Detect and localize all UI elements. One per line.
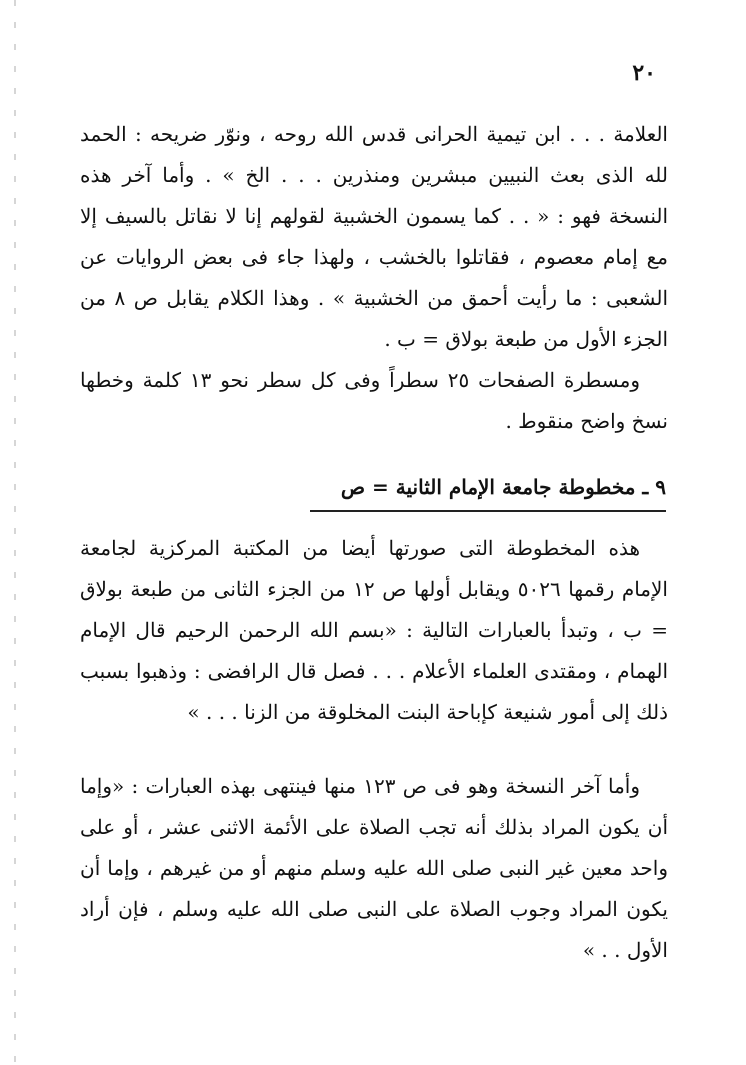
section-heading: ٩ ـ مخطوطة جامعة الإمام الثانية = ص: [310, 470, 666, 512]
paragraph-second-manuscript-start: هذه المخطوطة التى صورتها أيضا من المكتبة المركزية لجامعة الإمام رقمها ٥٠٢٦ ويقابل أولها ص ١٢ من الجزء الثانى من طبعة بولاق = ب ، وتبدأ بالعبارات التالية : «بسم الله الرحمن الرحيم قال الإمام الهمام ، ومقتدى العلماء الأعلام . . . فصل قال الرافضى : وذهبوا بسبب ذلك إلى أمور شنيعة كإباحة البنت المخلوقة من الزنا . . . »: [80, 536, 668, 724]
page-number: ٢٠: [632, 60, 656, 86]
paragraph-page-layout: ومسطرة الصفحات ٢٥ سطراً وفى كل سطر نحو ١٣ كلمة وخطها نسخ واضح منقوط .: [80, 368, 668, 433]
scan-edge-marks: [14, 0, 16, 1065]
paragraph-second-manuscript-end: وأما آخر النسخة وهو فى ص ١٢٣ منها فينتهى بهذه العبارات : «وإما أن يكون المراد بذلك أنه تجب الصلاة على الأئمة الاثنى عشر ، أو على واحد معين غير النبى صلى الله عليه وسلم منهم أو من غيرهم ، وإما أن يكون المراد وجوب الصلاة على النبى صلى الله عليه وسلم ، فإن أراد الأول . . »: [80, 774, 668, 962]
paragraph-manuscript-description: العلامة . . . ابن تيمية الحرانى قدس الله روحه ، ونوّر ضريحه : الحمد لله الذى بعث النبيين مبشرين ومنذرين . . . الخ » . وأما آخر هذه النسخة فهو : « . . كما يسمون الخشبية لقولهم إنا لا نقاتل بالسيف إلا مع إمام معصوم ، فقاتلوا بالخشب ، ولهذا جاء فى بعض الروايات عن الشعبى : ما رأيت أحمق من الخشبية » . وهذا الكلام يقابل ص ٨ من الجزء الأول من طبعة بولاق = ب .: [80, 122, 669, 351]
